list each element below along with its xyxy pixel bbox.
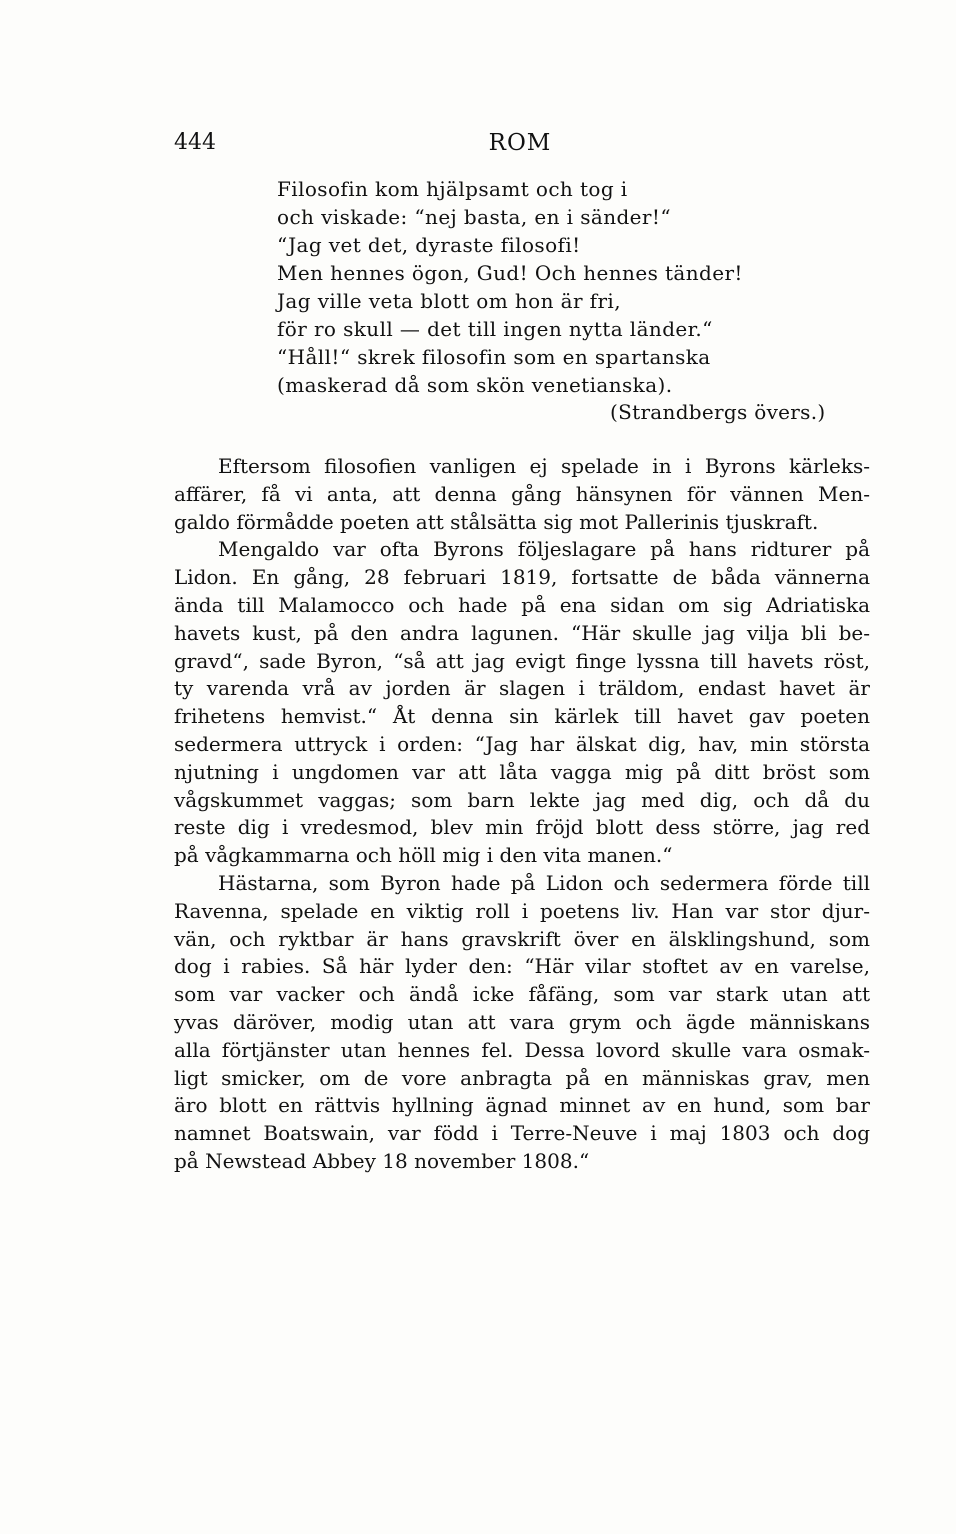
paragraph-2-line: reste dig i vredesmod, blev min fröjd blott dess större, jag red xyxy=(174,815,870,840)
paragraph-2-line: gravd“, sade Byron, “så att jag evigt finge lyssna till havets röst, xyxy=(174,648,870,673)
poem-line: Men hennes ögon, Gud! Och hennes tänder! xyxy=(277,261,743,285)
poem-attribution: (Strandbergs övers.) xyxy=(610,400,826,424)
paragraph-1-line: affärer, få vi anta, att denna gång hänsynen för vännen Men- xyxy=(174,481,870,506)
paragraph-1-line: Eftersom filosofien vanligen ej spelade in i Byrons kärleks- xyxy=(218,454,870,478)
paragraph-2-line: vågskummet vaggas; som barn lekte jag med dig, och då du xyxy=(174,787,870,812)
poem-line: för ro skull — det till ingen nytta länder.“ xyxy=(277,317,713,341)
paragraph-2-line: Mengaldo var ofta Byrons följeslagare på hans ridturer på xyxy=(218,537,870,562)
paragraph-3-line: ligt smicker, om de vore anbragta på en människas grav, men xyxy=(174,1065,870,1090)
poem-quote xyxy=(277,175,837,399)
paragraph-2-line: ända till Malamocco och hade på ena sidan om sig Adriatiska xyxy=(174,592,870,617)
paragraph-3-line: på Newstead Abbey 18 november 1808.“ xyxy=(174,1148,590,1173)
running-head: ROM xyxy=(488,130,552,156)
paragraph-3-line: namnet Boatswain, var född i Terre-Neuve i maj 1803 och dog xyxy=(174,1121,870,1146)
paragraph-2-line: på vågkammarna och höll mig i den vita manen.“ xyxy=(174,843,673,868)
poem-line: “Håll!“ skrek filosofin som en spartanska xyxy=(277,345,711,369)
paragraph-3-line: dog i rabies. Så här lyder den: “Här vilar stoftet av en varelse, xyxy=(174,954,870,979)
poem-line: Jag ville veta blott om hon är fri, xyxy=(277,289,621,313)
paragraph-3-line: vän, och ryktbar är hans gravskrift över en älsklingshund, som xyxy=(174,926,870,951)
body-text xyxy=(174,453,870,1176)
poem-line: (maskerad då som skön venetianska). xyxy=(277,373,673,397)
paragraph-2-line: sedermera uttryck i orden: “Jag har älskat dig, hav, min största xyxy=(174,731,870,756)
page-number: 444 xyxy=(174,130,216,155)
paragraph-3-line: Hästarna, som Byron hade på Lidon och sedermera förde till xyxy=(218,870,870,895)
paragraph-3-line: Ravenna, spelade en viktig roll i poetens liv. Han var stor djur- xyxy=(174,898,870,923)
paragraph-3-line: äro blott en rättvis hyllning ägnad minnet av en hund, som bar xyxy=(174,1093,870,1118)
paragraph-2-line: ty varenda vrå av jorden är slagen i träldom, endast havet är xyxy=(174,676,870,701)
paragraph-2-line: Lidon. En gång, 28 februari 1819, fortsatte de båda vännerna xyxy=(174,565,870,590)
paragraph-3-line: alla förtjänster utan hennes fel. Dessa lovord skulle vara osmak- xyxy=(174,1037,870,1062)
paragraph-2-line: njutning i ungdomen var att låta vagga mig på ditt bröst som xyxy=(174,759,870,784)
paragraph-3-line: som var vacker och ändå icke fåfäng, som var stark utan att xyxy=(174,982,870,1007)
poem-line: “Jag vet det, dyraste filosofi! xyxy=(277,233,581,257)
paragraph-1-line: galdo förmådde poeten att stålsätta sig mot Pallerinis tjuskraft. xyxy=(174,509,819,534)
paragraph-3-line: yvas däröver, modig utan att vara grym och ägde människans xyxy=(174,1009,870,1034)
poem-line: Filosofin kom hjälpsamt och tog i xyxy=(277,177,628,201)
poem-line: och viskade: “nej basta, en i sänder!“ xyxy=(277,205,671,229)
paragraph-2-line: frihetens hemvist.“ Åt denna sin kärlek till havet gav poeten xyxy=(174,704,870,729)
paragraph-2-line: havets kust, på den andra lagunen. “Här skulle jag vilja bli be- xyxy=(174,620,870,645)
